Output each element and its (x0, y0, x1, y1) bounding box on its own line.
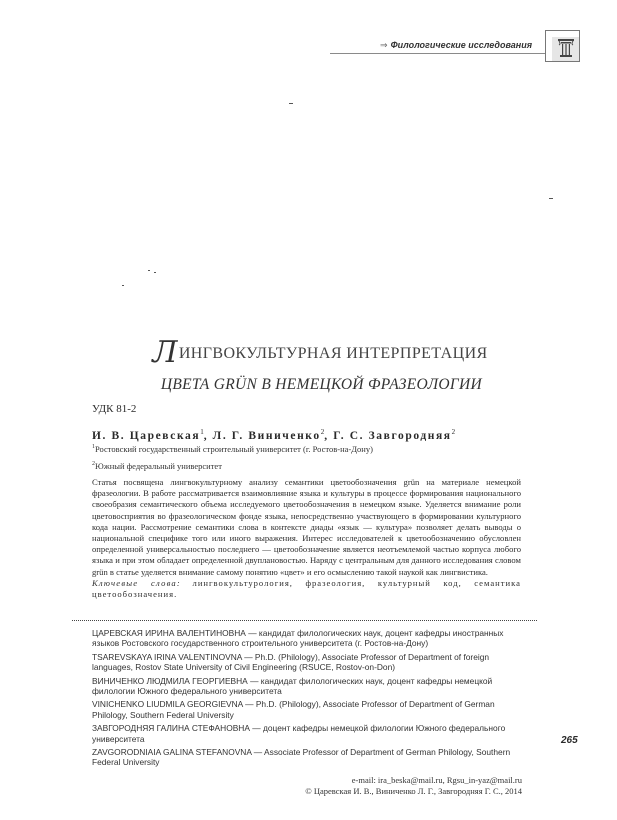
scan-mark (122, 285, 124, 286)
keywords-text: лингвокультурология, фразеология, культурный код, семантика цветообозначения. (92, 577, 521, 600)
author-affil-sup: 1 (200, 428, 204, 436)
abstract (92, 477, 521, 600)
bio-entry (92, 723, 524, 744)
author-affil-sup: 2 (451, 428, 456, 436)
section-title: Филологические исследования (390, 40, 532, 50)
bio-text: — доцент кафедры немецкой филологии Южного федерального университета (92, 723, 506, 744)
copyright-line: © Царевская И. В., Виниченко Л. Г., Завгородняя Г. С., 2014 (305, 786, 522, 796)
scan-mark (148, 270, 150, 271)
affil-text: Южный федеральный университет (95, 461, 222, 471)
affil-sup: 2 (92, 461, 95, 468)
scan-mark (154, 272, 156, 273)
footer (305, 775, 522, 797)
affiliation (92, 461, 222, 471)
affil-text: Ростовский государственный строительный университет (г. Ростов-на-Дону) (95, 444, 373, 454)
arrow-icon: ⇒ (380, 40, 388, 50)
affiliation (92, 444, 373, 454)
dotted-divider (72, 620, 537, 621)
bio-name: ВИНИЧЕНКО ЛЮДМИЛА ГЕОРГИЕВНА (92, 675, 248, 686)
bio-text: — кандидат филологических наук, доцент кафедры иностранных языков Ростовского государственного строительного университета (г. Ростов-на-Дону) (92, 628, 504, 649)
author-affil-sup: 2 (320, 428, 325, 436)
column-icon (557, 38, 575, 58)
page-number: 265 (561, 735, 578, 746)
scan-mark (289, 103, 293, 104)
bio-entry (92, 628, 524, 649)
email-line: e-mail: ira_beska@mail.ru, Rgsu_in-yaz@mail.ru (351, 775, 522, 785)
abstract-text: Статья посвящена лингвокультурному анализу семантики цветообозначения grün на материале немецкой фразеологии. В работе рассматривается взаимовлияние языка и культуры в процессе формирования национального своеобразия семантического объема исследуемого цветообозначения в немецком языке. Уделяется внимание роли цветовосприятия во фразеологическом фонде языка, непосредственно участвующего в формировании культурного кода нации. Рассмотрение семантики слова в контексте диады «язык — культура» позволяет делать выводы о национальной специфике того или иного выражения. Интерес исследователей к цветообозначению обусловлен определенной универсальностью последнего — цветообозначение является неотъемлемой частью корпуса любого языка и при этом обладает определенной двуплановостью. Наряду с центральным для данного исследования словом grün в статье уделяется внимание самому понятию «цвет» и его осмыслению такой наукой как лингвистика. (92, 477, 521, 577)
bio-name: ЗАВГОРОДНЯЯ ГАЛИНА СТЕФАНОВНА (92, 723, 250, 734)
author-name: Л. Г. Виниченко (212, 429, 321, 442)
bio-name: ЦАРЕВСКАЯ ИРИНА ВАЛЕНТИНОВНА (92, 628, 246, 638)
title-line-2: ЦВЕТА GRÜN В НЕМЕЦКОЙ ФРАЗЕОЛОГИИ (160, 376, 482, 393)
scan-mark (549, 198, 553, 199)
bio-entry (92, 652, 524, 673)
keywords-label: Ключевые слова: (92, 577, 181, 588)
author-name: И. В. Царевская (92, 429, 201, 442)
bio-text: — кандидат филологических наук, доцент кафедры немецкой филологии Южного федерального университета (92, 675, 493, 697)
running-header (380, 40, 532, 51)
keywords (92, 578, 521, 600)
bio-name: VINICHENKO LIUDMILA GEORGIEVNA (92, 699, 243, 710)
journal-logo (545, 30, 580, 62)
title-line-1 (120, 335, 520, 370)
author-name: Г. С. Завгородняя (333, 429, 452, 442)
bio-entry (92, 747, 524, 768)
udc-code: УДК 81-2 (92, 403, 137, 415)
authors-line: И. В. Царевская$^1$, Л. Г. Виниченко$^2$, Г. С. Завгородняя$^2$ (92, 428, 456, 442)
bio-entry (92, 699, 524, 720)
bio-entry (92, 676, 524, 697)
author-bios (92, 628, 524, 771)
bio-text: — Ph.D. (Philology), Associate Professor of Department of foreign languages, Rostov State University of Civil Engineering (RSUCE, Rostov-on-Don) (92, 651, 490, 673)
title-line-1-text: ИНГВОКУЛЬТУРНАЯ ИНТЕРПРЕТАЦИЯ (178, 345, 488, 362)
bio-text: — Ph.D. (Philology), Associate Professor of Department of German Philology, Southern Federal University (92, 699, 495, 720)
bio-text: — Associate Professor of Department of German Philology, Southern Federal University (92, 747, 511, 768)
title-initial: Л (152, 335, 178, 370)
affil-sup: 1 (92, 444, 95, 451)
bio-name: ZAVGORODNIAIA GALINA STEFANOVNA (92, 747, 252, 758)
article-title (120, 335, 520, 394)
header-rule (330, 53, 545, 54)
bio-name: TSAREVSKAYA IRINA VALENTINOVNA (92, 651, 242, 662)
